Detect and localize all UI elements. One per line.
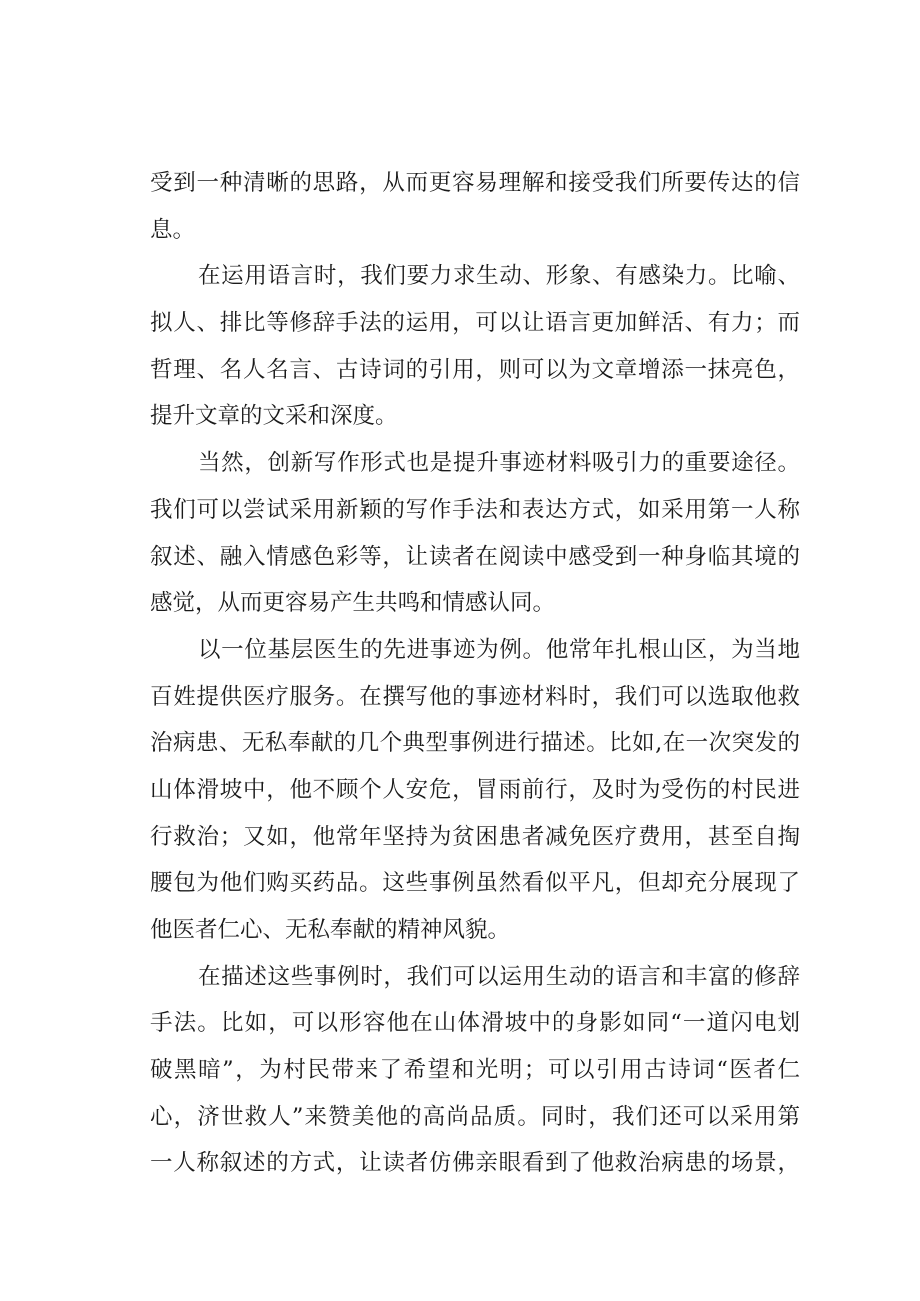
paragraph-line: 一人称叙述的方式，让读者仿佛亲眼看到了他救治病患的场景， [150,1150,800,1177]
paragraph-p4 [150,627,800,954]
paragraph-line: 拟人、排比等修辞手法的运用，可以让语言更加鲜活、有力；而 [150,310,800,337]
paragraph-line: 当然，创新写作形式也是提升事迹材料吸引力的重要途径。 [198,450,800,477]
paragraph-p2 [150,253,800,440]
paragraph-line: 手法。比如，可以形容他在山体滑坡中的身影如同“一道闪电划 [150,1010,800,1037]
paragraph-line: 受到一种清晰的思路，从而更容易理解和接受我们所要传达的信 [150,170,800,196]
paragraph-line: 破黑暗”，为村民带来了希望和光明；可以引用古诗词“医者仁 [150,1057,800,1084]
paragraph-line: 他医者仁心、无私奉献的精神风貌。 [150,917,511,943]
paragraph-line: 感觉，从而更容易产生共鸣和情感认同。 [150,590,556,617]
document-body [150,160,800,1187]
paragraph-line: 腰包为他们购买药品。这些事例虽然看似平凡，但却充分展现了 [150,870,800,897]
paragraph-line: 息。 [150,216,196,243]
paragraph-line: 我们可以尝试采用新颖的写作手法和表达方式，如采用第一人称 [150,496,800,523]
paragraph-line: 叙述、融入情感色彩等，让读者在阅读中感受到一种身临其境的 [150,543,800,570]
paragraph-line: 在运用语言时，我们要力求生动、形象、有感染力。比喻、 [198,263,800,290]
paragraph-p5 [150,954,800,1187]
paragraph-p1 [150,160,800,253]
paragraph-line: 提升文章的文采和深度。 [150,403,398,430]
paragraph-line: 行救治；又如，他常年坚持为贫困患者减免医疗费用，甚至自掏 [150,823,800,850]
paragraph-line: 山体滑坡中，他不顾个人安危，冒雨前行，及时为受伤的村民进 [150,776,800,803]
paragraph-line: 在描述这些事例时，我们可以运用生动的语言和丰富的修辞 [198,963,800,990]
paragraph-line: 治病患、无私奉献的几个典型事例进行描述。比如,在一次突发的 [150,730,800,757]
paragraph-line: 百姓提供医疗服务。在撰写他的事迹材料时，我们可以选取他救 [150,683,800,710]
paragraph-line: 心，济世救人”来赞美他的高尚品质。同时，我们还可以采用第 [150,1103,800,1130]
paragraph-line: 哲理、名人名言、古诗词的引用，则可以为文章增添一抹亮色， [150,356,800,383]
paragraph-p3 [150,440,800,627]
paragraph-line: 以一位基层医生的先进事迹为例。他常年扎根山区，为当地 [198,636,800,663]
